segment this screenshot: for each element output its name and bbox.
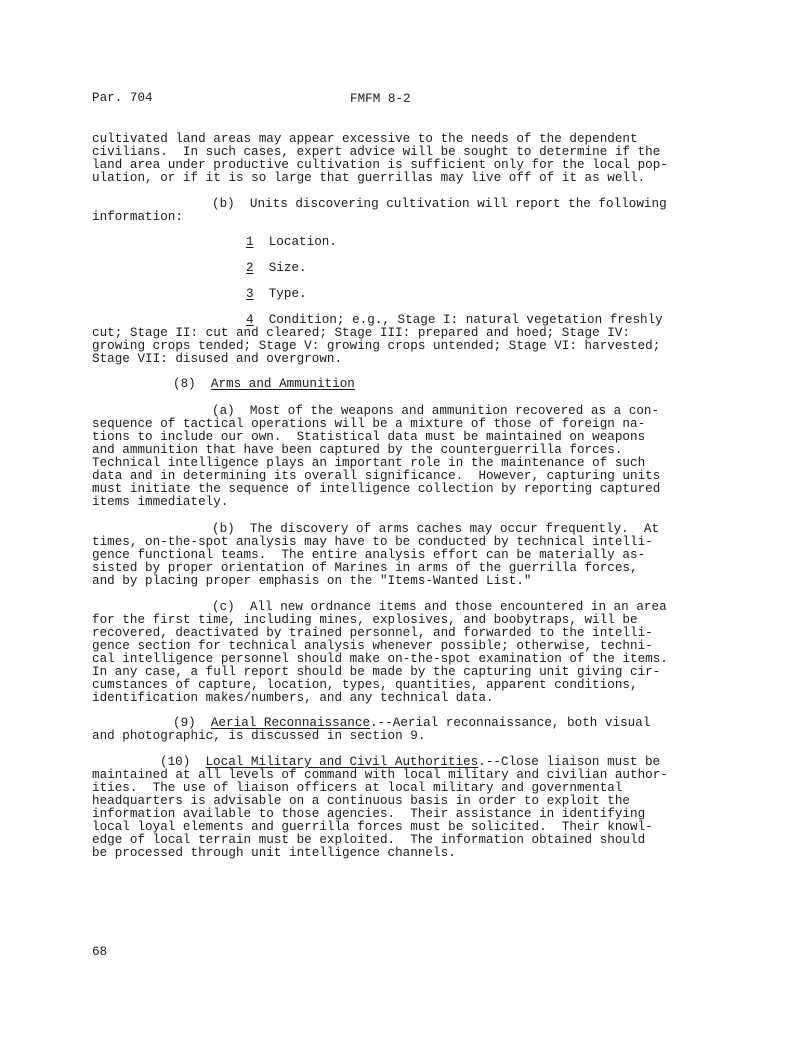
section-number: (10) [160, 755, 191, 769]
text-line: gence section for technical analysis whenever possible; otherwise, techni- [92, 639, 653, 653]
list-item [246, 236, 337, 249]
text-line: items immediately. [92, 495, 229, 509]
section-title: Local Military and Civil Authorities [205, 755, 479, 769]
text-line: Stage VII: disused and overgrown. [92, 352, 343, 366]
text-line: and by placing proper emphasis on the "Items-Wanted List." [92, 574, 532, 588]
text-line: times, on-the-spot analysis may have to be conducted by technical intelli- [92, 535, 653, 549]
manual-designation: FMFM 8-2 [350, 92, 411, 106]
section-text: .--Aerial reconnaissance, both visual [370, 716, 651, 730]
text-line: cal intelligence personnel should make on-the-spot examination of the items. [92, 652, 668, 666]
list-item-number: 1 [246, 235, 254, 249]
text-line: cut; Stage II: cut and cleared; Stage III: prepared and hoed; Stage IV: [92, 326, 631, 340]
text-line: headquarters is advisable on a continuous basis in order to exploit the [92, 794, 631, 808]
text-line: (b) The discovery of arms caches may occur frequently. At [212, 522, 660, 536]
text-line: information available to those agencies. Their assistance in identifying [92, 807, 646, 821]
text-line: growing crops tended; Stage V: growing crops untended; Stage VI: harvested; [92, 339, 661, 353]
list-item [246, 288, 307, 301]
list-item-number: 3 [246, 287, 254, 301]
text-line: (c) All new ordnance items and those encountered in an area [212, 600, 667, 614]
text-line: be processed through unit intelligence channels. [92, 846, 456, 860]
text-line: ulation, or if it is so large that guerrillas may live off of it as well. [92, 171, 646, 185]
text-line: sisted by proper orientation of Marines in arms of the guerrilla forces, [92, 561, 638, 575]
text-line: Technical intelligence plays an important role in the maintenance of such [92, 456, 646, 470]
section-number: (8) [173, 377, 196, 391]
text-line: identification makes/numbers, and any technical data. [92, 691, 494, 705]
text-line: local loyal elements and guerrilla forces must be solicited. Their knowl- [92, 820, 653, 834]
text-line: edge of local terrain must be exploited. The information obtained should [92, 833, 646, 847]
text-line: In any case, a full report should be made by the capturing unit giving cir- [92, 665, 661, 679]
text-line: information: [92, 210, 183, 224]
list-item-text: Size. [268, 261, 307, 275]
list-item-number: 4 [246, 313, 254, 327]
section-text: .--Close liaison must be [478, 755, 661, 769]
text-line: must initiate the sequence of intelligence collection by reporting captured [92, 482, 661, 496]
list-item-text: Type. [268, 287, 307, 301]
text-line: civilians. In such cases, expert advice will be sought to determine if the [92, 145, 661, 159]
text-line: data and in determining its overall significance. However, capturing units [92, 469, 661, 483]
list-item-text: Location. [268, 235, 337, 249]
text-line: cultivated land areas may appear excessive to the needs of the dependent [92, 132, 638, 146]
list-item-text: Condition; e.g., Stage I: natural vegetation freshly [268, 313, 663, 327]
list-item-number: 2 [246, 261, 254, 275]
section-number: (9) [173, 716, 196, 730]
text-line: (a) Most of the weapons and ammunition recovered as a con- [212, 404, 660, 418]
paragraph-reference: Par. 704 [92, 91, 153, 105]
text-line: sequence of tactical operations will be a mixture of those of foreign na- [92, 417, 646, 431]
text-line: for the first time, including mines, explosives, and boobytraps, will be [92, 613, 638, 627]
section-8-heading [173, 378, 355, 391]
text-line: gence functional teams. The entire analysis effort can be materially as- [92, 548, 646, 562]
section-title: Aerial Reconnaissance [210, 716, 371, 730]
text-line: tions to include our own. Statistical data must be maintained on weapons [92, 430, 646, 444]
text-line: land area under productive cultivation is sufficient only for the local pop- [92, 158, 668, 172]
list-item [246, 262, 307, 275]
text-line: (b) Units discovering cultivation will report the following [212, 197, 667, 211]
text-line: recovered, deactivated by trained personnel, and forwarded to the intelli- [92, 626, 653, 640]
text-line: and photographic, is discussed in section 9. [92, 729, 426, 743]
text-line: ities. The use of liaison officers at local military and governmental [92, 781, 623, 795]
text-line: cumstances of capture, location, types, quantities, apparent conditions, [92, 678, 638, 692]
text-line: maintained at all levels of command with local military and civilian author- [92, 768, 668, 782]
section-title: Arms and Ammunition [210, 377, 355, 391]
text-line: and ammunition that have been captured by the counterguerrilla forces. [92, 443, 623, 457]
page-number: 68 [92, 945, 108, 959]
